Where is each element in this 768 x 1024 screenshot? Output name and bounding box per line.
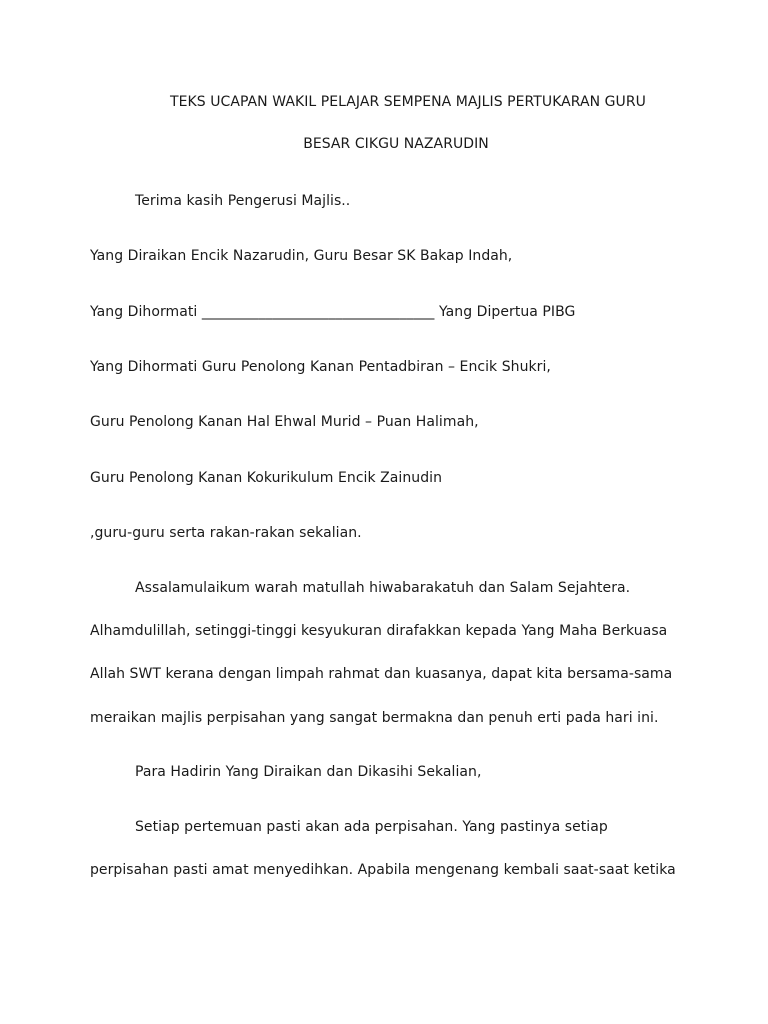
text-line: Setiap pertemuan pasti akan ada perpisahan. Yang pastinya setiap bbox=[135, 819, 608, 835]
text-line: Terima kasih Pengerusi Majlis.. bbox=[135, 193, 351, 209]
text-line: Guru Penolong Kanan Kokurikulum Encik Zainudin bbox=[90, 470, 443, 486]
text-line: Alhamdulillah, setinggi-tinggi kesyukuran dirafakkan kepada Yang Maha Berkuasa bbox=[90, 623, 668, 639]
text-line: meraikan majlis perpisahan yang sangat bermakna dan penuh erti pada hari ini. bbox=[90, 710, 659, 726]
text-line: Yang Dihormati _________________________________ Yang Dipertua PIBG bbox=[90, 304, 576, 320]
text-line: Yang Diraikan Encik Nazarudin, Guru Besar SK Bakap Indah, bbox=[90, 248, 513, 264]
text-line: Yang Dihormati Guru Penolong Kanan Pentadbiran – Encik Shukri, bbox=[90, 359, 551, 375]
text-line: perpisahan pasti amat menyedihkan. Apabila mengenang kembali saat-saat ketika bbox=[90, 862, 676, 878]
document-title-line-2: BESAR CIKGU NAZARUDIN bbox=[303, 136, 489, 152]
text-line: Allah SWT kerana dengan limpah rahmat dan kuasanya, dapat kita bersama-sama bbox=[90, 666, 673, 682]
text-line: Guru Penolong Kanan Hal Ehwal Murid – Puan Halimah, bbox=[90, 414, 479, 430]
text-line: Para Hadirin Yang Diraikan dan Dikasihi Sekalian, bbox=[135, 764, 482, 780]
text-line: ,guru-guru serta rakan-rakan sekalian. bbox=[90, 525, 362, 541]
document-title-line-1: TEKS UCAPAN WAKIL PELAJAR SEMPENA MAJLIS PERTUKARAN GURU bbox=[170, 94, 646, 110]
text-line: Assalamulaikum warah matullah hiwabarakatuh dan Salam Sejahtera. bbox=[135, 580, 631, 596]
